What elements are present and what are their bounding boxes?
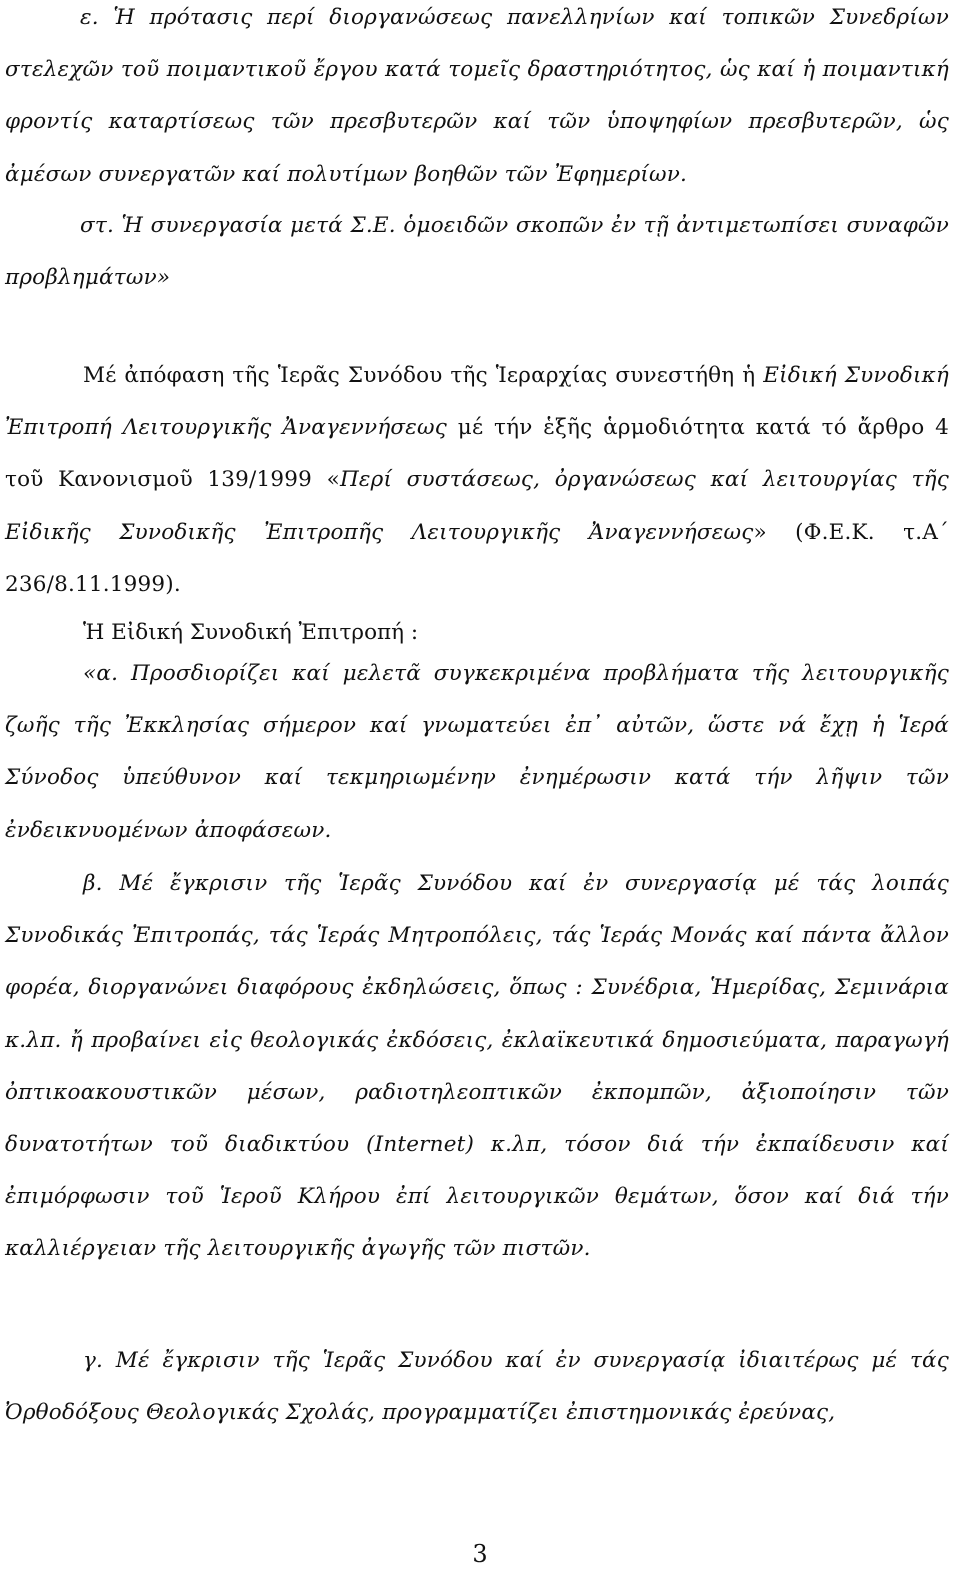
- decision-text-2: μέ τήν ἑξῆς ἁρμοδιότητα κατά τό ἄρθρο 4 τοῦ Κανονισμοῦ 139/1999 «: [5, 415, 949, 493]
- paragraph-b: β. Μέ ἔγκρισιν τῆς Ἱερᾶς Συνόδου καί ἐν συνεργασίᾳ μέ τάς λοιπάς Συνοδικάς Ἐπιτροπάς, τάς Ἱεράς Μητροπόλεις, τάς Ἱεράς Μονάς καί πάντα ἄλλον φορέα, διοργανώνει διαφόρους ἐκδηλώσεις, ὅπως : Συνέδρια, Ἡμερίδας, Σεμινάρια κ.λπ. ἤ προβαίνει εἰς θεολογικάς ἐκδόσεις, ἐκλαϊκευτικά δημοσιεύματα, παραγωγή ὀπτικοακουστικῶν μέσων, ραδιοτηλεοπτικῶν ἐκπομπῶν, ἀξιοποίησιν τῶν δυνατοτήτων τοῦ διαδικτύου (Internet) κ.λπ, τόσον διά τήν ἐκπαίδευσιν καί ἐπιμόρφωσιν τοῦ Ἱεροῦ Κλήρου ἐπί λειτουργικῶν θεμάτων, ὅσον καί διά τήν καλλιέργειαν τῆς λειτουργικῆς ἀγωγῆς τῶν πιστῶν.: [5, 871, 949, 1262]
- paragraph-decision: [5, 350, 949, 611]
- committee-name-italic: Εἰδική Συνοδική Ἐπιτροπή Λειτουργικῆς Ἀναγεννήσεως: [5, 363, 949, 441]
- committee-heading: Ἡ Εἰδική Συνοδική Ἐπιτροπή :: [83, 620, 419, 645]
- regulation-title-italic: Περί συστάσεως, ὀργανώσεως καί λειτουργίας τῆς Εἰδικῆς Συνοδικῆς Ἐπιτροπῆς Λειτουργικῆς Ἀναγεννήσεως: [5, 467, 949, 545]
- paragraph-g: γ. Μέ ἔγκρισιν τῆς Ἱερᾶς Συνόδου καί ἐν συνεργασίᾳ ἰδιαιτέρως μέ τάς Ὀρθοδόξους Θεολογικάς Σχολάς, προγραμματίζει ἐπιστημονικάς ἐρεύνας,: [5, 1348, 949, 1426]
- page-number: 3: [472, 1540, 488, 1568]
- decision-text-1: Μέ ἀπόφαση τῆς Ἱερᾶς Συνόδου τῆς Ἱεραρχίας συνεστήθη ἡ: [83, 363, 764, 388]
- paragraph-st: στ. Ἡ συνεργασία μετά Σ.Ε. ὁμοειδῶν σκοπῶν ἐν τῇ ἀντιμετωπίσει συναφῶν προβλημάτων»: [5, 213, 949, 291]
- paragraph-e: ε. Ἡ πρότασις περί διοργανώσεως πανελληνίων καί τοπικῶν Συνεδρίων στελεχῶν τοῦ ποιμαντικοῦ ἔργου κατά τομεῖς δραστηριότητος, ὡς καί ἡ ποιμαντική φροντίς καταρτίσεως τῶν πρεσβυτερῶν καί τῶν ὑποψηφίων πρεσβυτερῶν, ὡς ἀμέσων συνεργατῶν καί πολυτίμων βοηθῶν τῶν Ἐφημερίων.: [5, 5, 949, 187]
- paragraph-a: «α. Προσδιορίζει καί μελετᾶ συγκεκριμένα προβλήματα τῆς λειτουργικῆς ζωῆς τῆς Ἐκκλησίας σήμερον καί γνωματεύει ἐπ᾿ αὐτῶν, ὥστε νά ἔχῃ ἡ Ἱερά Σύνοδος ὑπεύθυνον καί τεκμηριωμένην ἐνημέρωσιν κατά τήν λῆψιν τῶν ἐνδεικνυομένων ἀποφάσεων.: [5, 661, 949, 843]
- decision-text-3: » (Φ.Ε.Κ. τ.Α΄ 236/8.11.1999).: [5, 519, 949, 597]
